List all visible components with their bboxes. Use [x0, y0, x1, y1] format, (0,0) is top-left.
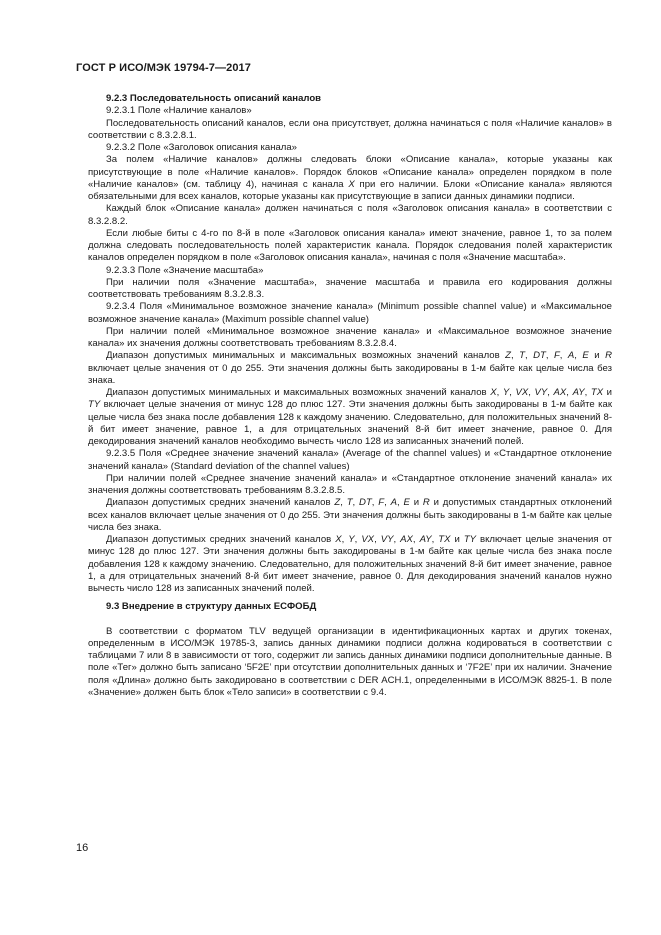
paragraph: Диапазон допустимых минимальных и максимальных возможных значений каналов X, Y, VX, VY, AX, AY, TX и TY включает целые значения от минус 128 до плюс 127. Эти значения должны быть закодированы в 1-м байте как целые числа без знака после добавления 128 к каждому значению. Следовательно, для положительных значений 8-й бит имеет значение, равное 1, а для отрицательных значений 8-й бит имеет значение, равное 0. Для декодирования значений каналов необходимо вычесть число 128 из записанных значений полей. — [88, 387, 612, 447]
paragraph: 9.2.3.4 Поля «Минимальное возможное значение канала» (Minimum possible channel value) и «Максимальное возможное значение канала» (Maximum possible channel value) — [88, 301, 612, 325]
paragraph: Диапазон допустимых средних значений каналов X, Y, VX, VY, AX, AY, TX и TY включает целые значения от минус 128 до плюс 127. Эти значения должны быть закодированы в 1-м байте как целые числа без знака после добавления 128 к каждому значению. Следовательно, для положительных значений 8-й бит имеет значение, равное 1, а для отрицательных значений 8-й бит имеет значение, равное 0. Для декодирования значений каналов нужно вычесть число 128 из записанных значений полей. — [88, 534, 612, 594]
paragraph: В соответствии с форматом TLV ведущей организации в идентификационных картах и других токенах, определенным в ИСО/МЭК 19785-3, запись данных динамики подписи должна кодироваться в соответствии с таблицами 7 или 8 в зависимости от того, содержит ли запись данных динамики подписи дополнительные данные. В поле «Тег» должно быть записано ‘5F2E’ при отсутствии дополнительных данных и ‘7F2E’ при их наличии. Значение поля «Длина» должно быть закодировано в соответствии с DER ACH.1, определенными в ИСО/МЭК 8825-1. В поле «Значение» должен быть блок «Тело записи» в соответствии с 9.4. — [88, 625, 612, 698]
section-heading: 9.2.3 Последовательность описаний каналов — [106, 93, 322, 104]
paragraph: При наличии полей «Среднее значение значений канала» и «Стандартное отклонение значений канала» их значения должны соответствовать требованиям 8.3.2.8.5. — [88, 472, 612, 496]
page-number: 16 — [76, 842, 89, 854]
paragraph: При наличии полей «Минимальное возможное значение канала» и «Максимальное возможное значение канала» их значения должны соответствовать требованиям 8.3.2.8.4. — [88, 325, 612, 349]
paragraph: Диапазон допустимых минимальных и максимальных возможных значений каналов Z, T, DT, F, A, E и R включает целые значения от 0 до 255. Эти значения должны быть закодированы в 1-м байте как целые числа без знака. — [88, 350, 612, 386]
paragraph: При наличии поля «Значение масштаба», значение масштаба и правила его кодирования должны соответствовать требованиям 8.3.2.8.3. — [88, 276, 612, 300]
paragraph: 9.2.3.2 Поле «Заголовок описания канала» — [106, 142, 297, 153]
paragraph: Последовательность описаний каналов, если она присутствует, должна начинаться с поля «Наличие каналов» в соответствии с 8.3.2.8.1. — [88, 117, 612, 141]
paragraph: 9.2.3.3 Поле «Значение масштаба» — [106, 264, 264, 276]
paragraph: 9.2.3.1 Поле «Наличие каналов» — [106, 105, 252, 117]
paragraph: Каждый блок «Описание канала» должен начинаться с поля «Заголовок описания канала» в соответствии с 8.3.2.8.2. — [88, 203, 612, 227]
paragraph: 9.2.3.5 Поля «Среднее значение значений канала» (Average of the channel values) и «Стандартное отклонение значений канала» (Standard deviation of the channel values) — [88, 448, 612, 472]
paragraph: Диапазон допустимых средних значений каналов Z, T, DT, F, A, E и R и допустимых стандартных отклонений всех каналов включает целые значения от 0 до 255. Эти значения должны быть закодированы в 1-м байте как целые числа без знака. — [88, 497, 613, 533]
document-header: ГОСТ Р ИСО/МЭК 19794-7—2017 — [76, 62, 251, 74]
document-body — [88, 93, 612, 699]
paragraph: За полем «Наличие каналов» должны следовать блоки «Описание канала», которые указаны как присутствующие в поле «Наличие каналов». Порядок блоков «Описание канала» определен порядком в поле «Наличие каналов» (см. таблицу 4), начиная с канала X при его наличии. Блоки «Описание канала» являются обязательными для всех каналов, которые указаны как присутствующие в записи данных динамики подписи. — [88, 154, 612, 202]
section-heading: 9.3 Внедрение в структуру данных ЕСФОБД — [106, 601, 317, 613]
paragraph: Если любые биты с 4-го по 8-й в поле «Заголовок описания канала» имеют значение, равное 1, то за полем должна следовать последовательность полей характеристик канала. Порядок следования полей характеристик каналов определен порядком в поле «Заголовок описания канала», начиная с поля «Значение масштаба». — [88, 227, 612, 264]
